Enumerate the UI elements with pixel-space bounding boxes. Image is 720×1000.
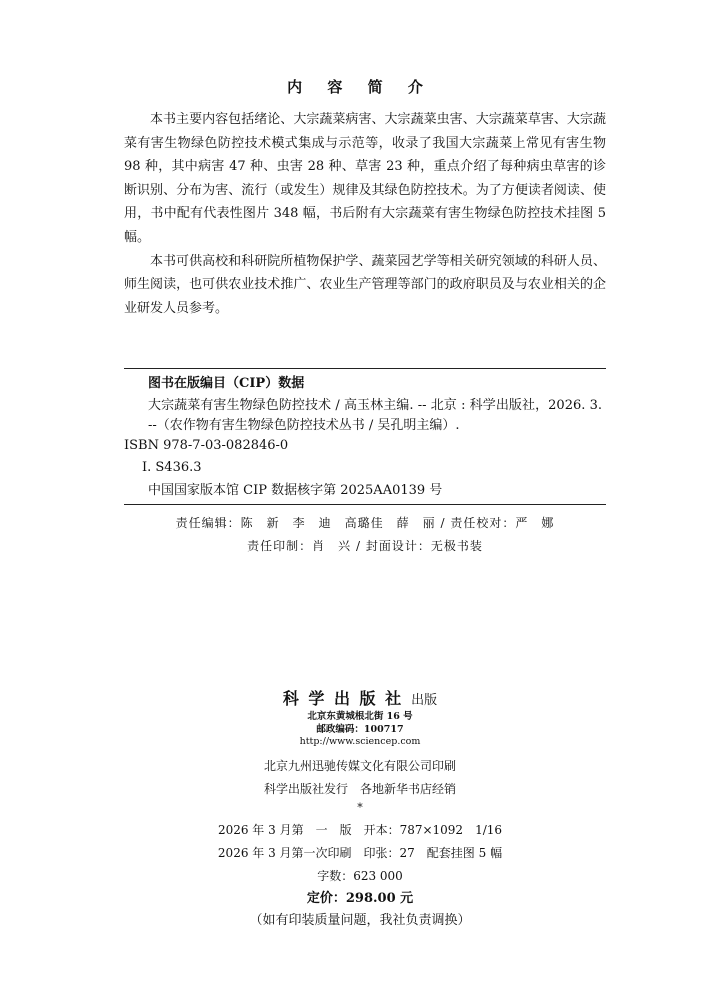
cip-classification: Ⅰ. S436.3 — [142, 460, 202, 475]
credits-block — [124, 512, 606, 558]
credits-production: 责任印制：肖 兴 / 封面设计：无极书装 — [247, 539, 483, 553]
publisher-name: 科 学 出 版 社 — [282, 689, 404, 708]
cip-isbn: ISBN 978-7-03-082846-0 — [124, 438, 289, 453]
printing-line: 2026 年 3 月第一次印刷 印张：27 配套挂图 5 幅 — [217, 845, 503, 860]
price-line: 定价：298.00 元 — [306, 890, 414, 906]
publisher-postcode: 邮政编码：100717 — [316, 723, 404, 735]
cip-record-number: 中国国家版本馆 CIP 数据核字第 2025AA0139 号 — [148, 483, 443, 498]
cip-top-divider — [124, 368, 606, 369]
summary-text — [124, 108, 606, 320]
printer-line: 北京九州迅驰传媒文化有限公司印刷 — [263, 758, 456, 773]
cip-block — [124, 374, 606, 501]
credits-editors: 责任编辑：陈 新 李 迪 高璐佳 薛 丽 / 责任校对：严 娜 — [175, 516, 555, 530]
publisher-website: http://www.sciencep.com — [299, 736, 421, 747]
word-count-line: 字数：623 000 — [317, 868, 403, 883]
cip-entry: 大宗蔬菜有害生物绿色防控技术 / 高玉林主编. -- 北京 : 科学出版社，2026. 3. --（农作物有害生物绿色防控技术丛书 / 吴孔明主编）. — [148, 398, 602, 433]
summary-paragraph-2: 本书可供高校和科研院所植物保护学、蔬菜园艺学等相关研究领域的科研人员、师生阅读，也可供农业技术推广、农业生产管理等部门的政府职员及与农业相关的企业研发人员参考。 — [124, 253, 606, 316]
summary-paragraph-1: 本书主要内容包括绪论、大宗蔬菜病害、大宗蔬菜虫害、大宗蔬菜草害、大宗蔬菜有害生物绿色防控技术模式集成与示范等，收录了我国大宗蔬菜上常见有害生物 98 种，其中病害 47 种、虫害 28 种、草害 23 种，重点介绍了每种病虫草害的诊断识别、分布为害、流行（或发生）规律及其绿色防控技术。为了方便读者阅读、使用，书中配有代表性图片 348 幅，书后附有大宗蔬菜有害生物绿色防控技术挂图 5 幅。 — [124, 112, 606, 245]
quality-notice: （如有印装质量问题，我社负责调换） — [249, 912, 471, 928]
edition-line: 2026 年 3 月第 一 版 开本：787×1092 1/16 — [217, 822, 503, 837]
summary-title: 内 容 简 介 — [287, 78, 433, 96]
separator-star: * — [357, 800, 363, 814]
distribution-line: 科学出版社发行 各地新华书店经销 — [263, 781, 456, 796]
cip-bottom-divider — [124, 504, 606, 505]
publisher-name-suffix: 出版 — [411, 693, 438, 708]
cip-heading: 图书在版编目（CIP）数据 — [148, 376, 305, 391]
publisher-block — [0, 686, 720, 932]
publisher-address: 北京东黄城根北街 16 号 — [307, 711, 413, 722]
publisher-name-line — [0, 686, 720, 709]
